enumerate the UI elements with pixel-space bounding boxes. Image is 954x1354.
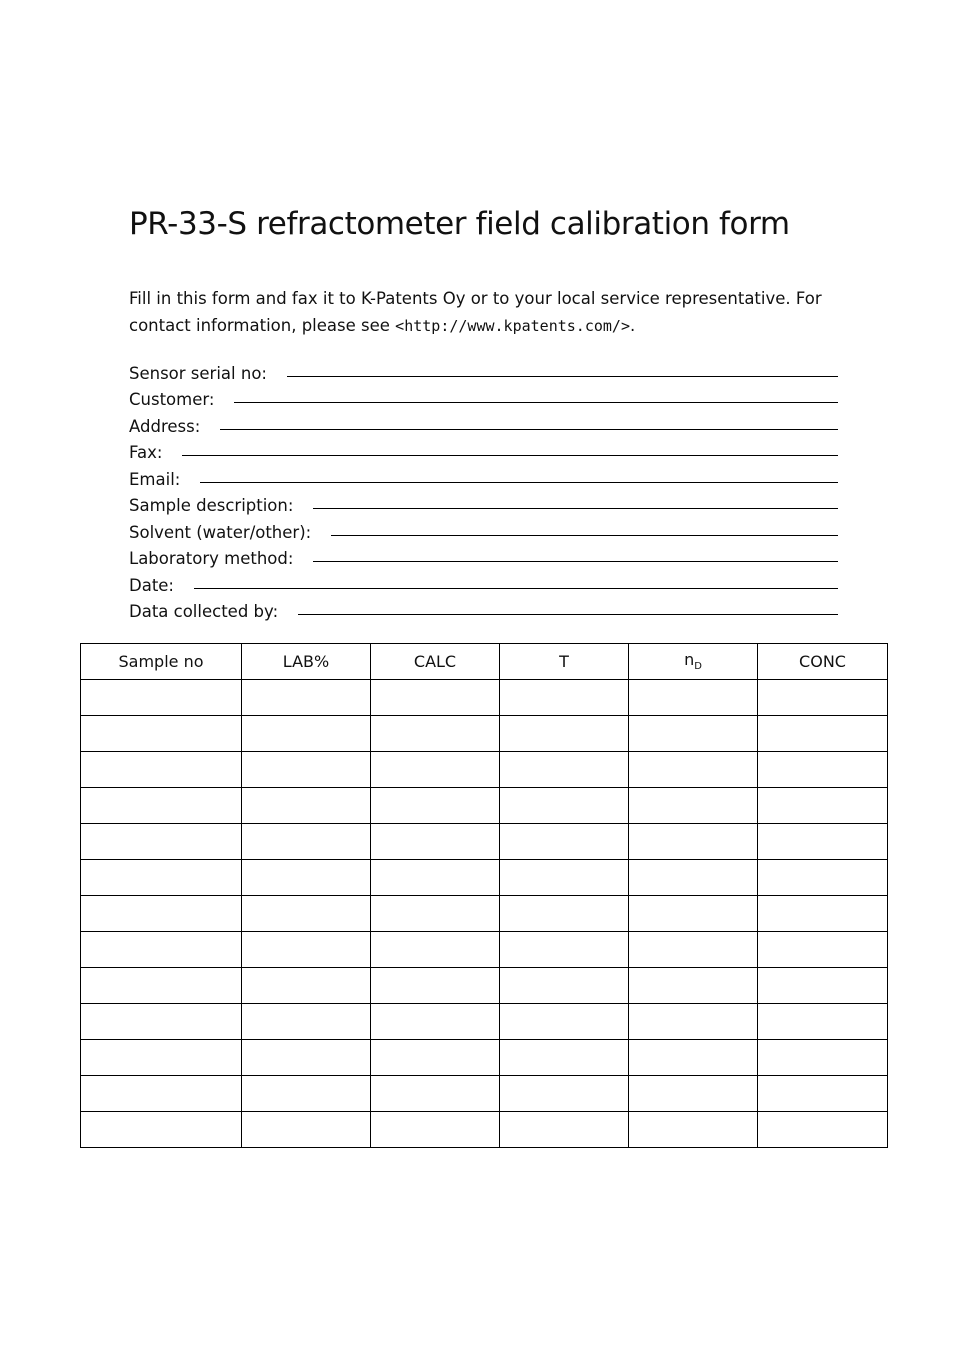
table-cell-sample-no[interactable]: [81, 824, 242, 860]
table-cell-t[interactable]: [500, 752, 629, 788]
table-cell-calc[interactable]: [371, 968, 500, 1004]
field-laboratory-method: [129, 543, 838, 570]
field-label: Laboratory method:: [129, 549, 294, 568]
table-cell-refractive-index[interactable]: [629, 716, 758, 752]
table-cell-calc[interactable]: [371, 1112, 500, 1148]
table-cell-conc[interactable]: [758, 716, 888, 752]
table-cell-calc[interactable]: [371, 788, 500, 824]
field-label: Customer:: [129, 390, 215, 409]
table-cell-lab-percent[interactable]: [242, 680, 371, 716]
table-cell-refractive-index[interactable]: [629, 896, 758, 932]
field-sensor-serial: [129, 357, 838, 384]
data-collected-by-input-line[interactable]: [298, 614, 838, 615]
table-cell-conc[interactable]: [758, 680, 888, 716]
table-cell-conc[interactable]: [758, 1040, 888, 1076]
table-cell-t[interactable]: [500, 1004, 629, 1040]
table-row: [81, 788, 888, 824]
field-address: [129, 410, 838, 437]
header-lab-percent: LAB%: [242, 644, 371, 680]
table-row: [81, 896, 888, 932]
field-label: Address:: [129, 416, 201, 436]
fax-input-line[interactable]: [182, 455, 838, 456]
field-label: Date:: [129, 575, 174, 595]
table-cell-conc[interactable]: [758, 1112, 888, 1148]
table-cell-refractive-index[interactable]: [629, 680, 758, 716]
table-cell-sample-no[interactable]: [81, 932, 242, 968]
table-cell-lab-percent[interactable]: [242, 1112, 371, 1148]
table-cell-refractive-index[interactable]: [629, 1112, 758, 1148]
table-cell-t[interactable]: [500, 896, 629, 932]
table-cell-t[interactable]: [500, 716, 629, 752]
table-cell-refractive-index[interactable]: [629, 824, 758, 860]
table-cell-calc[interactable]: [371, 932, 500, 968]
table-cell-calc[interactable]: [371, 1004, 500, 1040]
customer-input-line[interactable]: [234, 402, 838, 403]
table-cell-calc[interactable]: [371, 1040, 500, 1076]
table-cell-calc[interactable]: [371, 752, 500, 788]
field-label: Fax:: [129, 443, 163, 462]
table-row: [81, 824, 888, 860]
field-label: Sensor serial no:: [129, 363, 267, 383]
table-cell-lab-percent[interactable]: [242, 1076, 371, 1112]
table-cell-conc[interactable]: [758, 824, 888, 860]
table-row: [81, 752, 888, 788]
table-cell-conc[interactable]: [758, 752, 888, 788]
field-email: [129, 463, 838, 490]
table-cell-sample-no[interactable]: [81, 1004, 242, 1040]
table-cell-t[interactable]: [500, 824, 629, 860]
field-label: Email:: [129, 469, 181, 489]
table-row: [81, 932, 888, 968]
table-cell-sample-no[interactable]: [81, 968, 242, 1004]
table-cell-calc[interactable]: [371, 680, 500, 716]
table-cell-lab-percent[interactable]: [242, 788, 371, 824]
table-cell-lab-percent[interactable]: [242, 824, 371, 860]
table-cell-lab-percent[interactable]: [242, 752, 371, 788]
form-fields: [129, 357, 838, 622]
field-data-collected-by: [129, 596, 838, 623]
table-cell-t[interactable]: [500, 1076, 629, 1112]
field-fax: [129, 437, 838, 464]
solvent-input-line[interactable]: [331, 535, 838, 536]
table-cell-conc[interactable]: [758, 896, 888, 932]
email-input-line[interactable]: [200, 482, 838, 483]
table-cell-sample-no[interactable]: [81, 752, 242, 788]
table-row: [81, 860, 888, 896]
sensor-serial-input-line[interactable]: [287, 376, 838, 377]
intro-paragraph: [129, 285, 839, 340]
header-t: T: [500, 644, 629, 680]
header-calc: CALC: [371, 644, 500, 680]
header-n-subscript: D: [694, 661, 702, 673]
calibration-table: [80, 643, 888, 1148]
table-cell-refractive-index[interactable]: [629, 1040, 758, 1076]
table-cell-sample-no[interactable]: [81, 1040, 242, 1076]
page-title: PR-33-S refractometer field calibration form: [129, 206, 790, 242]
table-cell-sample-no[interactable]: [81, 788, 242, 824]
header-sample-no: Sample no: [81, 644, 242, 680]
table-cell-refractive-index[interactable]: [629, 752, 758, 788]
table-row: [81, 1112, 888, 1148]
table-cell-refractive-index[interactable]: [629, 1076, 758, 1112]
table-cell-calc[interactable]: [371, 716, 500, 752]
table-row: [81, 1076, 888, 1112]
header-conc: CONC: [758, 644, 888, 680]
table-cell-t[interactable]: [500, 1112, 629, 1148]
table-cell-lab-percent[interactable]: [242, 860, 371, 896]
table-body: [81, 680, 888, 1148]
header-n: n: [684, 650, 695, 670]
field-solvent: [129, 516, 838, 543]
table-cell-calc[interactable]: [371, 824, 500, 860]
table-cell-t[interactable]: [500, 968, 629, 1004]
table-row: [81, 1040, 888, 1076]
table-cell-refractive-index[interactable]: [629, 860, 758, 896]
field-customer: [129, 384, 838, 411]
table-cell-sample-no[interactable]: [81, 860, 242, 896]
table-cell-sample-no[interactable]: [81, 1076, 242, 1112]
field-label: Data collected by:: [129, 602, 279, 621]
table-cell-t[interactable]: [500, 1040, 629, 1076]
table-cell-conc[interactable]: [758, 1076, 888, 1112]
table-cell-refractive-index[interactable]: [629, 1004, 758, 1040]
table-cell-refractive-index[interactable]: [629, 932, 758, 968]
table-cell-refractive-index[interactable]: [629, 968, 758, 1004]
table-cell-conc[interactable]: [758, 968, 888, 1004]
table-row: [81, 968, 888, 1004]
table-cell-lab-percent[interactable]: [242, 896, 371, 932]
table-cell-conc[interactable]: [758, 788, 888, 824]
intro-text-end: .: [629, 316, 636, 335]
contact-url[interactable]: <http://www.kpatents.com/>: [395, 317, 630, 335]
table-cell-lab-percent[interactable]: [242, 968, 371, 1004]
laboratory-method-input-line[interactable]: [313, 561, 838, 562]
table-row: [81, 1004, 888, 1040]
table-cell-sample-no[interactable]: [81, 716, 242, 752]
field-date: [129, 569, 838, 596]
table-cell-t[interactable]: [500, 860, 629, 896]
sample-description-input-line[interactable]: [313, 508, 838, 509]
table-cell-calc[interactable]: [371, 860, 500, 896]
table-cell-sample-no[interactable]: [81, 680, 242, 716]
table-cell-refractive-index[interactable]: [629, 788, 758, 824]
table-cell-sample-no[interactable]: [81, 896, 242, 932]
header-refractive-index: [629, 644, 758, 680]
table-cell-t[interactable]: [500, 788, 629, 824]
table-cell-sample-no[interactable]: [81, 1112, 242, 1148]
table-cell-t[interactable]: [500, 932, 629, 968]
table-row: [81, 680, 888, 716]
field-sample-description: [129, 490, 838, 517]
field-label: Solvent (water/other):: [129, 522, 312, 542]
table-cell-lab-percent[interactable]: [242, 932, 371, 968]
date-input-line[interactable]: [194, 588, 838, 589]
table-cell-calc[interactable]: [371, 896, 500, 932]
table-cell-lab-percent[interactable]: [242, 1004, 371, 1040]
table-cell-calc[interactable]: [371, 1076, 500, 1112]
intro-text: Fill in this form and fax it to K-Patents Oy or to your local service representative. For contact information, please see: [129, 289, 822, 335]
field-label: Sample description:: [129, 496, 294, 515]
table-cell-conc[interactable]: [758, 1004, 888, 1040]
table-cell-lab-percent[interactable]: [242, 716, 371, 752]
address-input-line[interactable]: [220, 429, 838, 430]
table-cell-lab-percent[interactable]: [242, 1040, 371, 1076]
table-row: [81, 716, 888, 752]
table-cell-conc[interactable]: [758, 860, 888, 896]
table-header-row: [81, 644, 888, 680]
table-cell-t[interactable]: [500, 680, 629, 716]
table-cell-conc[interactable]: [758, 932, 888, 968]
